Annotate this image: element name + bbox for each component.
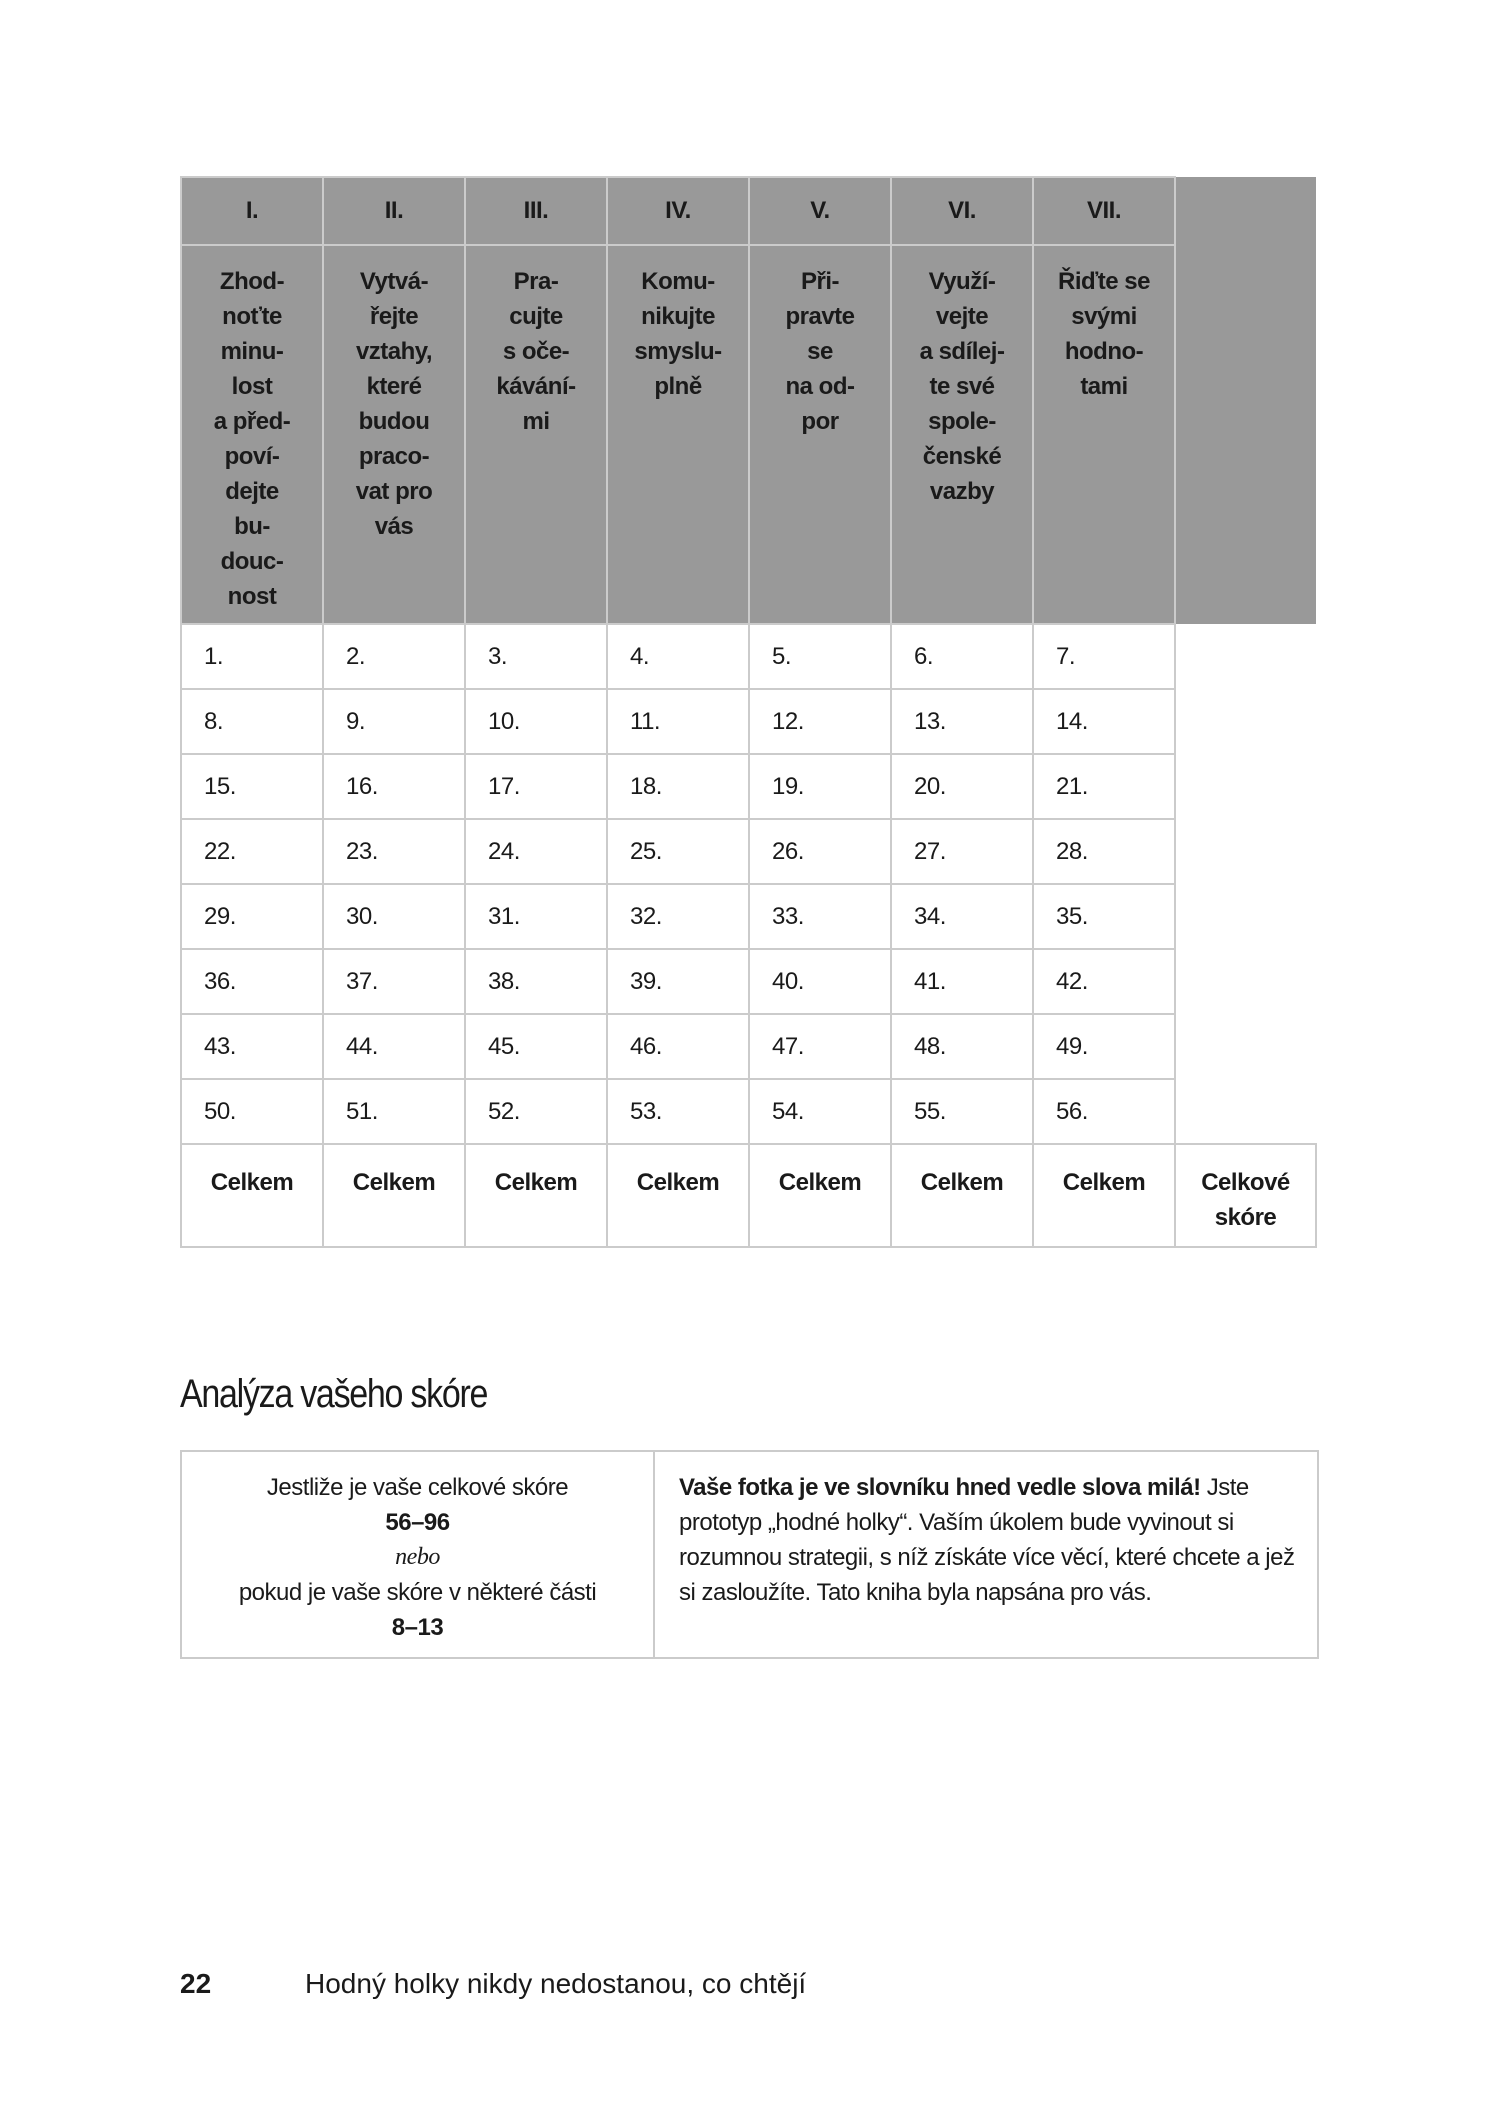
item-number-cell: 31. [465, 884, 607, 949]
book-title: Hodný holky nikdy nedostanou, co chtějí [305, 1968, 807, 1999]
item-number-cell: 26. [749, 819, 891, 884]
item-number-cell: 17. [465, 754, 607, 819]
item-number-cell: 50. [181, 1079, 323, 1144]
item-number-cell: 32. [607, 884, 749, 949]
item-number-cell: 48. [891, 1014, 1033, 1079]
item-number-cell: 46. [607, 1014, 749, 1079]
total-cell: Celkem [749, 1144, 891, 1247]
item-number-cell: 6. [891, 624, 1033, 689]
column-number: III. [465, 177, 607, 245]
page-number: 22 [180, 1968, 212, 1999]
item-number-cell: 16. [323, 754, 465, 819]
item-number-cell: 33. [749, 884, 891, 949]
item-number-cell: 56. [1033, 1079, 1175, 1144]
column-number: I. [181, 177, 323, 245]
column-description: Řiďte se svými hodno- tami [1033, 245, 1175, 624]
table-row [181, 884, 1316, 949]
table-row [181, 754, 1316, 819]
total-cell: Celkem [181, 1144, 323, 1247]
empty-cell [1175, 884, 1316, 949]
grand-total-cell: Celkové skóre [1175, 1144, 1316, 1247]
item-number-cell: 22. [181, 819, 323, 884]
item-number-cell: 54. [749, 1079, 891, 1144]
condition-text-2: pokud je vaše skóre v některé části [238, 1579, 597, 1606]
item-number-cell: 37. [323, 949, 465, 1014]
item-number-cell: 40. [749, 949, 891, 1014]
item-number-cell: 44. [323, 1014, 465, 1079]
item-number-cell: 42. [1033, 949, 1175, 1014]
column-description: Při- pravte se na od- por [749, 245, 891, 624]
table-row [181, 1079, 1316, 1144]
section-heading: Analýza vašeho skóre [180, 1372, 488, 1416]
total-cell: Celkem [891, 1144, 1033, 1247]
item-number-cell: 10. [465, 689, 607, 754]
item-number-cell: 20. [891, 754, 1033, 819]
description-row [181, 245, 1316, 624]
item-number-cell: 21. [1033, 754, 1175, 819]
interpretation-text: Jste prototyp „hodné holky“. Vaším úkolem bude vyvinout si rozumnou strategii, s níž získáte více věcí, které chcete a jež si zasloužíte. Tato kniha byla napsána pro vás. [679, 1474, 1295, 1606]
item-number-cell: 12. [749, 689, 891, 754]
item-number-cell: 7. [1033, 624, 1175, 689]
item-number-cell: 13. [891, 689, 1033, 754]
column-description: Zhod- noťte minu- lost a před- poví- dejte bu- douc- nost [181, 245, 323, 624]
empty-cell [1175, 754, 1316, 819]
item-number-cell: 3. [465, 624, 607, 689]
score-analysis-box [180, 1450, 1319, 1659]
empty-cell [1175, 1079, 1316, 1144]
total-cell: Celkem [323, 1144, 465, 1247]
item-number-cell: 38. [465, 949, 607, 1014]
empty-cell [1175, 949, 1316, 1014]
item-number-cell: 1. [181, 624, 323, 689]
item-number-cell: 24. [465, 819, 607, 884]
column-description: Využí- vejte a sdílej- te své spole- čenské vazby [891, 245, 1033, 624]
empty-cell [1175, 1014, 1316, 1079]
item-number-cell: 52. [465, 1079, 607, 1144]
item-number-cell: 14. [1033, 689, 1175, 754]
item-number-cell: 51. [323, 1079, 465, 1144]
header-row [181, 177, 1316, 245]
item-number-cell: 9. [323, 689, 465, 754]
table-row [181, 624, 1316, 689]
column-number: VII. [1033, 177, 1175, 245]
item-number-cell: 36. [181, 949, 323, 1014]
empty-cell [1175, 245, 1316, 624]
item-number-cell: 49. [1033, 1014, 1175, 1079]
column-number: IV. [607, 177, 749, 245]
item-number-cell: 55. [891, 1079, 1033, 1144]
empty-cell [1175, 689, 1316, 754]
item-number-cell: 30. [323, 884, 465, 949]
score-range-total: 56–96 [385, 1509, 450, 1536]
item-number-cell: 41. [891, 949, 1033, 1014]
item-number-cell: 29. [181, 884, 323, 949]
empty-cell [1175, 177, 1316, 245]
condition-text: Jestliže je vaše celkové skóre [266, 1474, 569, 1501]
item-number-cell: 8. [181, 689, 323, 754]
item-number-cell: 2. [323, 624, 465, 689]
item-number-cell: 47. [749, 1014, 891, 1079]
item-number-cell: 39. [607, 949, 749, 1014]
column-description: Komu- nikujte smyslu- plně [607, 245, 749, 624]
column-description: Vytvá- řejte vztahy, které budou praco- vat pro vás [323, 245, 465, 624]
column-description: Pra- cujte s oče- kávání- mi [465, 245, 607, 624]
score-interpretation [655, 1452, 1317, 1657]
or-text: nebo [395, 1544, 440, 1570]
item-number-cell: 25. [607, 819, 749, 884]
score-table [180, 176, 1317, 1248]
table-row [181, 819, 1316, 884]
column-number: VI. [891, 177, 1033, 245]
table-row [181, 1014, 1316, 1079]
item-number-cell: 35. [1033, 884, 1175, 949]
total-cell: Celkem [465, 1144, 607, 1247]
table-row [181, 689, 1316, 754]
score-condition [182, 1452, 655, 1657]
item-number-cell: 15. [181, 754, 323, 819]
item-number-cell: 11. [607, 689, 749, 754]
table-row [181, 949, 1316, 1014]
total-row [181, 1144, 1316, 1247]
item-number-cell: 53. [607, 1079, 749, 1144]
item-number-cell: 43. [181, 1014, 323, 1079]
interpretation-bold: Vaše fotka je ve slovníku hned vedle slova milá! [679, 1474, 1201, 1501]
empty-cell [1175, 819, 1316, 884]
column-number: V. [749, 177, 891, 245]
item-number-cell: 4. [607, 624, 749, 689]
item-number-cell: 27. [891, 819, 1033, 884]
item-number-cell: 18. [607, 754, 749, 819]
item-number-cell: 45. [465, 1014, 607, 1079]
empty-cell [1175, 624, 1316, 689]
score-range-part: 8–13 [391, 1614, 444, 1641]
item-number-cell: 19. [749, 754, 891, 819]
column-number: II. [323, 177, 465, 245]
total-cell: Celkem [607, 1144, 749, 1247]
item-number-cell: 34. [891, 884, 1033, 949]
item-number-cell: 23. [323, 819, 465, 884]
item-number-cell: 28. [1033, 819, 1175, 884]
total-cell: Celkem [1033, 1144, 1175, 1247]
item-number-cell: 5. [749, 624, 891, 689]
